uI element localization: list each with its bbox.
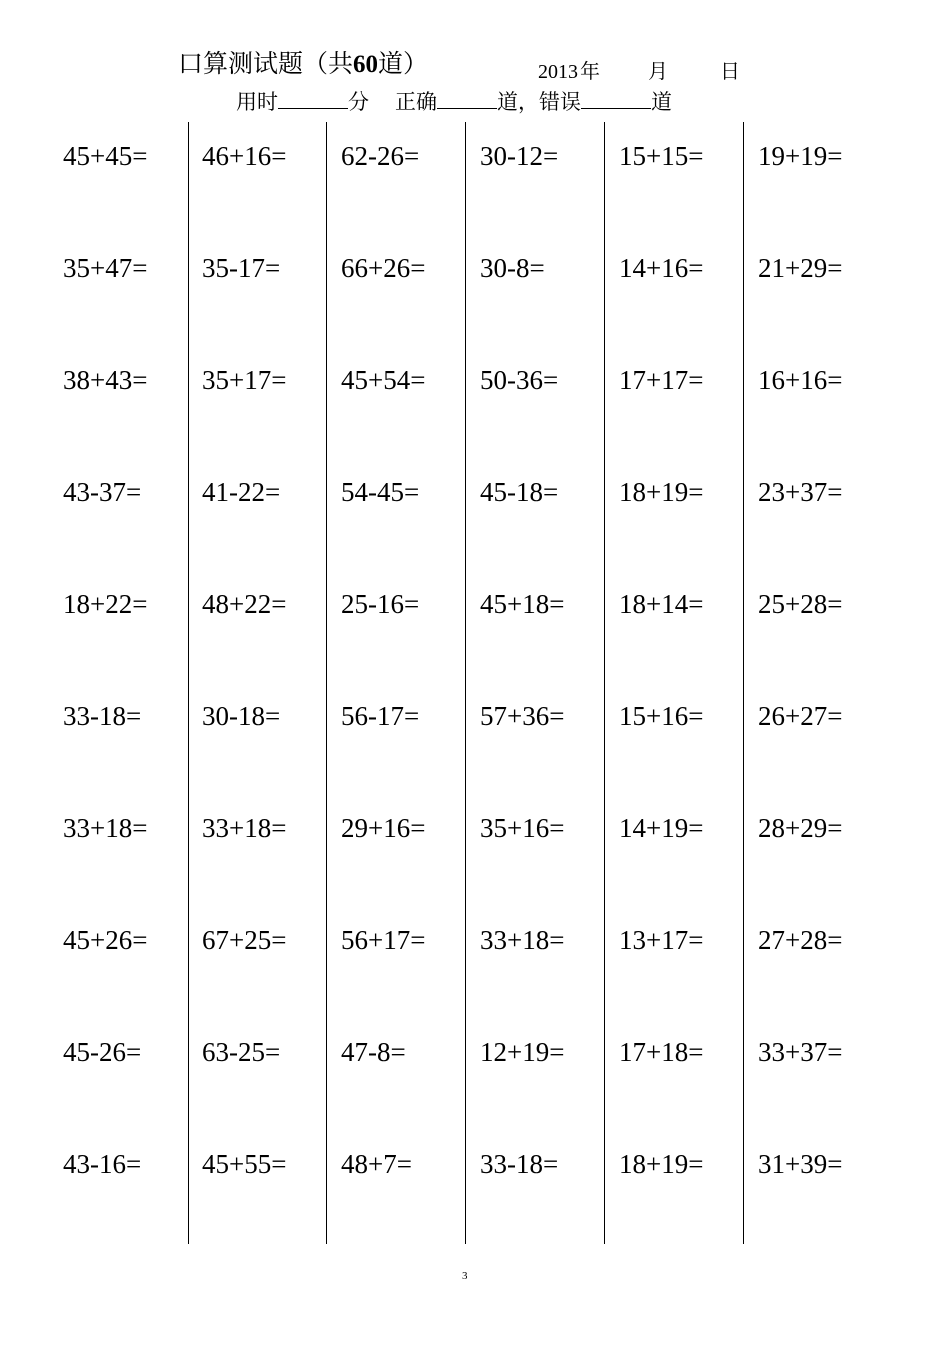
math-problem: 15+15=	[619, 141, 704, 171]
math-problem: 45+55=	[202, 1149, 287, 1179]
math-problem: 33+37=	[758, 1037, 843, 1067]
math-problem: 35+16=	[480, 813, 565, 843]
math-problem: 43-16=	[63, 1149, 142, 1179]
day-label: 日	[720, 61, 740, 83]
math-problem: 33-18=	[63, 701, 142, 731]
math-problem: 19+19=	[758, 141, 843, 171]
minute-label: 分	[348, 90, 369, 114]
math-problem: 63-25=	[202, 1037, 281, 1067]
wrong-unit: 道	[651, 90, 672, 114]
math-problem: 50-36=	[480, 365, 559, 395]
math-problem: 28+29=	[758, 813, 843, 843]
math-problem: 25+28=	[758, 589, 843, 619]
math-problem: 12+19=	[480, 1037, 565, 1067]
page-number: 3	[462, 1270, 468, 1282]
math-problem: 33+18=	[63, 813, 148, 843]
math-problem: 45+18=	[480, 589, 565, 619]
math-problem: 56+17=	[341, 925, 426, 955]
math-problem: 17+18=	[619, 1037, 704, 1067]
time-label: 用时	[236, 90, 278, 114]
math-problem: 30-12=	[480, 141, 559, 171]
math-problem: 15+16=	[619, 701, 704, 731]
math-problem: 31+39=	[758, 1149, 843, 1179]
math-problem: 35+17=	[202, 365, 287, 395]
year: 2013	[538, 61, 578, 83]
math-problem: 33-18=	[480, 1149, 559, 1179]
math-problem: 45+45=	[63, 141, 148, 171]
math-problem: 48+22=	[202, 589, 287, 619]
math-problem: 29+16=	[341, 813, 426, 843]
math-problem: 30-8=	[480, 253, 545, 283]
correct-unit: 道，错误	[497, 90, 581, 114]
title-count: 60	[353, 51, 379, 78]
math-problem: 54-45=	[341, 477, 420, 507]
math-problem: 18+14=	[619, 589, 704, 619]
math-problem: 35+47=	[63, 253, 148, 283]
math-problem: 48+7=	[341, 1149, 412, 1179]
year-unit: 年	[580, 61, 600, 83]
math-problem: 43-37=	[63, 477, 142, 507]
math-problem: 18+19=	[619, 1149, 704, 1179]
math-problem: 27+28=	[758, 925, 843, 955]
math-problem: 33+18=	[202, 813, 287, 843]
math-problem: 62-26=	[341, 141, 420, 171]
math-problem: 57+36=	[480, 701, 565, 731]
math-problem: 14+16=	[619, 253, 704, 283]
math-problem: 41-22=	[202, 477, 281, 507]
math-problem: 56-17=	[341, 701, 420, 731]
math-problem: 30-18=	[202, 701, 281, 731]
math-problem: 18+22=	[63, 589, 148, 619]
math-problem: 25-16=	[341, 589, 420, 619]
math-problem: 14+19=	[619, 813, 704, 843]
math-problem: 47-8=	[341, 1037, 406, 1067]
correct-label: 正确	[395, 90, 437, 114]
math-problem: 38+43=	[63, 365, 148, 395]
math-problem: 66+26=	[341, 253, 426, 283]
math-problem: 35-17=	[202, 253, 281, 283]
title-suffix: 道）	[378, 51, 429, 78]
math-problem: 16+16=	[758, 365, 843, 395]
math-problem: 45-26=	[63, 1037, 142, 1067]
math-problem: 23+37=	[758, 477, 843, 507]
math-problem: 26+27=	[758, 701, 843, 731]
math-problem: 45+54=	[341, 365, 426, 395]
math-problem: 33+18=	[480, 925, 565, 955]
math-problem: 45-18=	[480, 477, 559, 507]
math-problem: 13+17=	[619, 925, 704, 955]
math-problem: 18+19=	[619, 477, 704, 507]
math-problem: 45+26=	[63, 925, 148, 955]
month-label: 月	[648, 61, 668, 83]
math-problem: 17+17=	[619, 365, 704, 395]
math-problem: 67+25=	[202, 925, 287, 955]
math-problem: 21+29=	[758, 253, 843, 283]
math-problem: 46+16=	[202, 141, 287, 171]
title-prefix: 口算测试题（共	[178, 51, 354, 78]
